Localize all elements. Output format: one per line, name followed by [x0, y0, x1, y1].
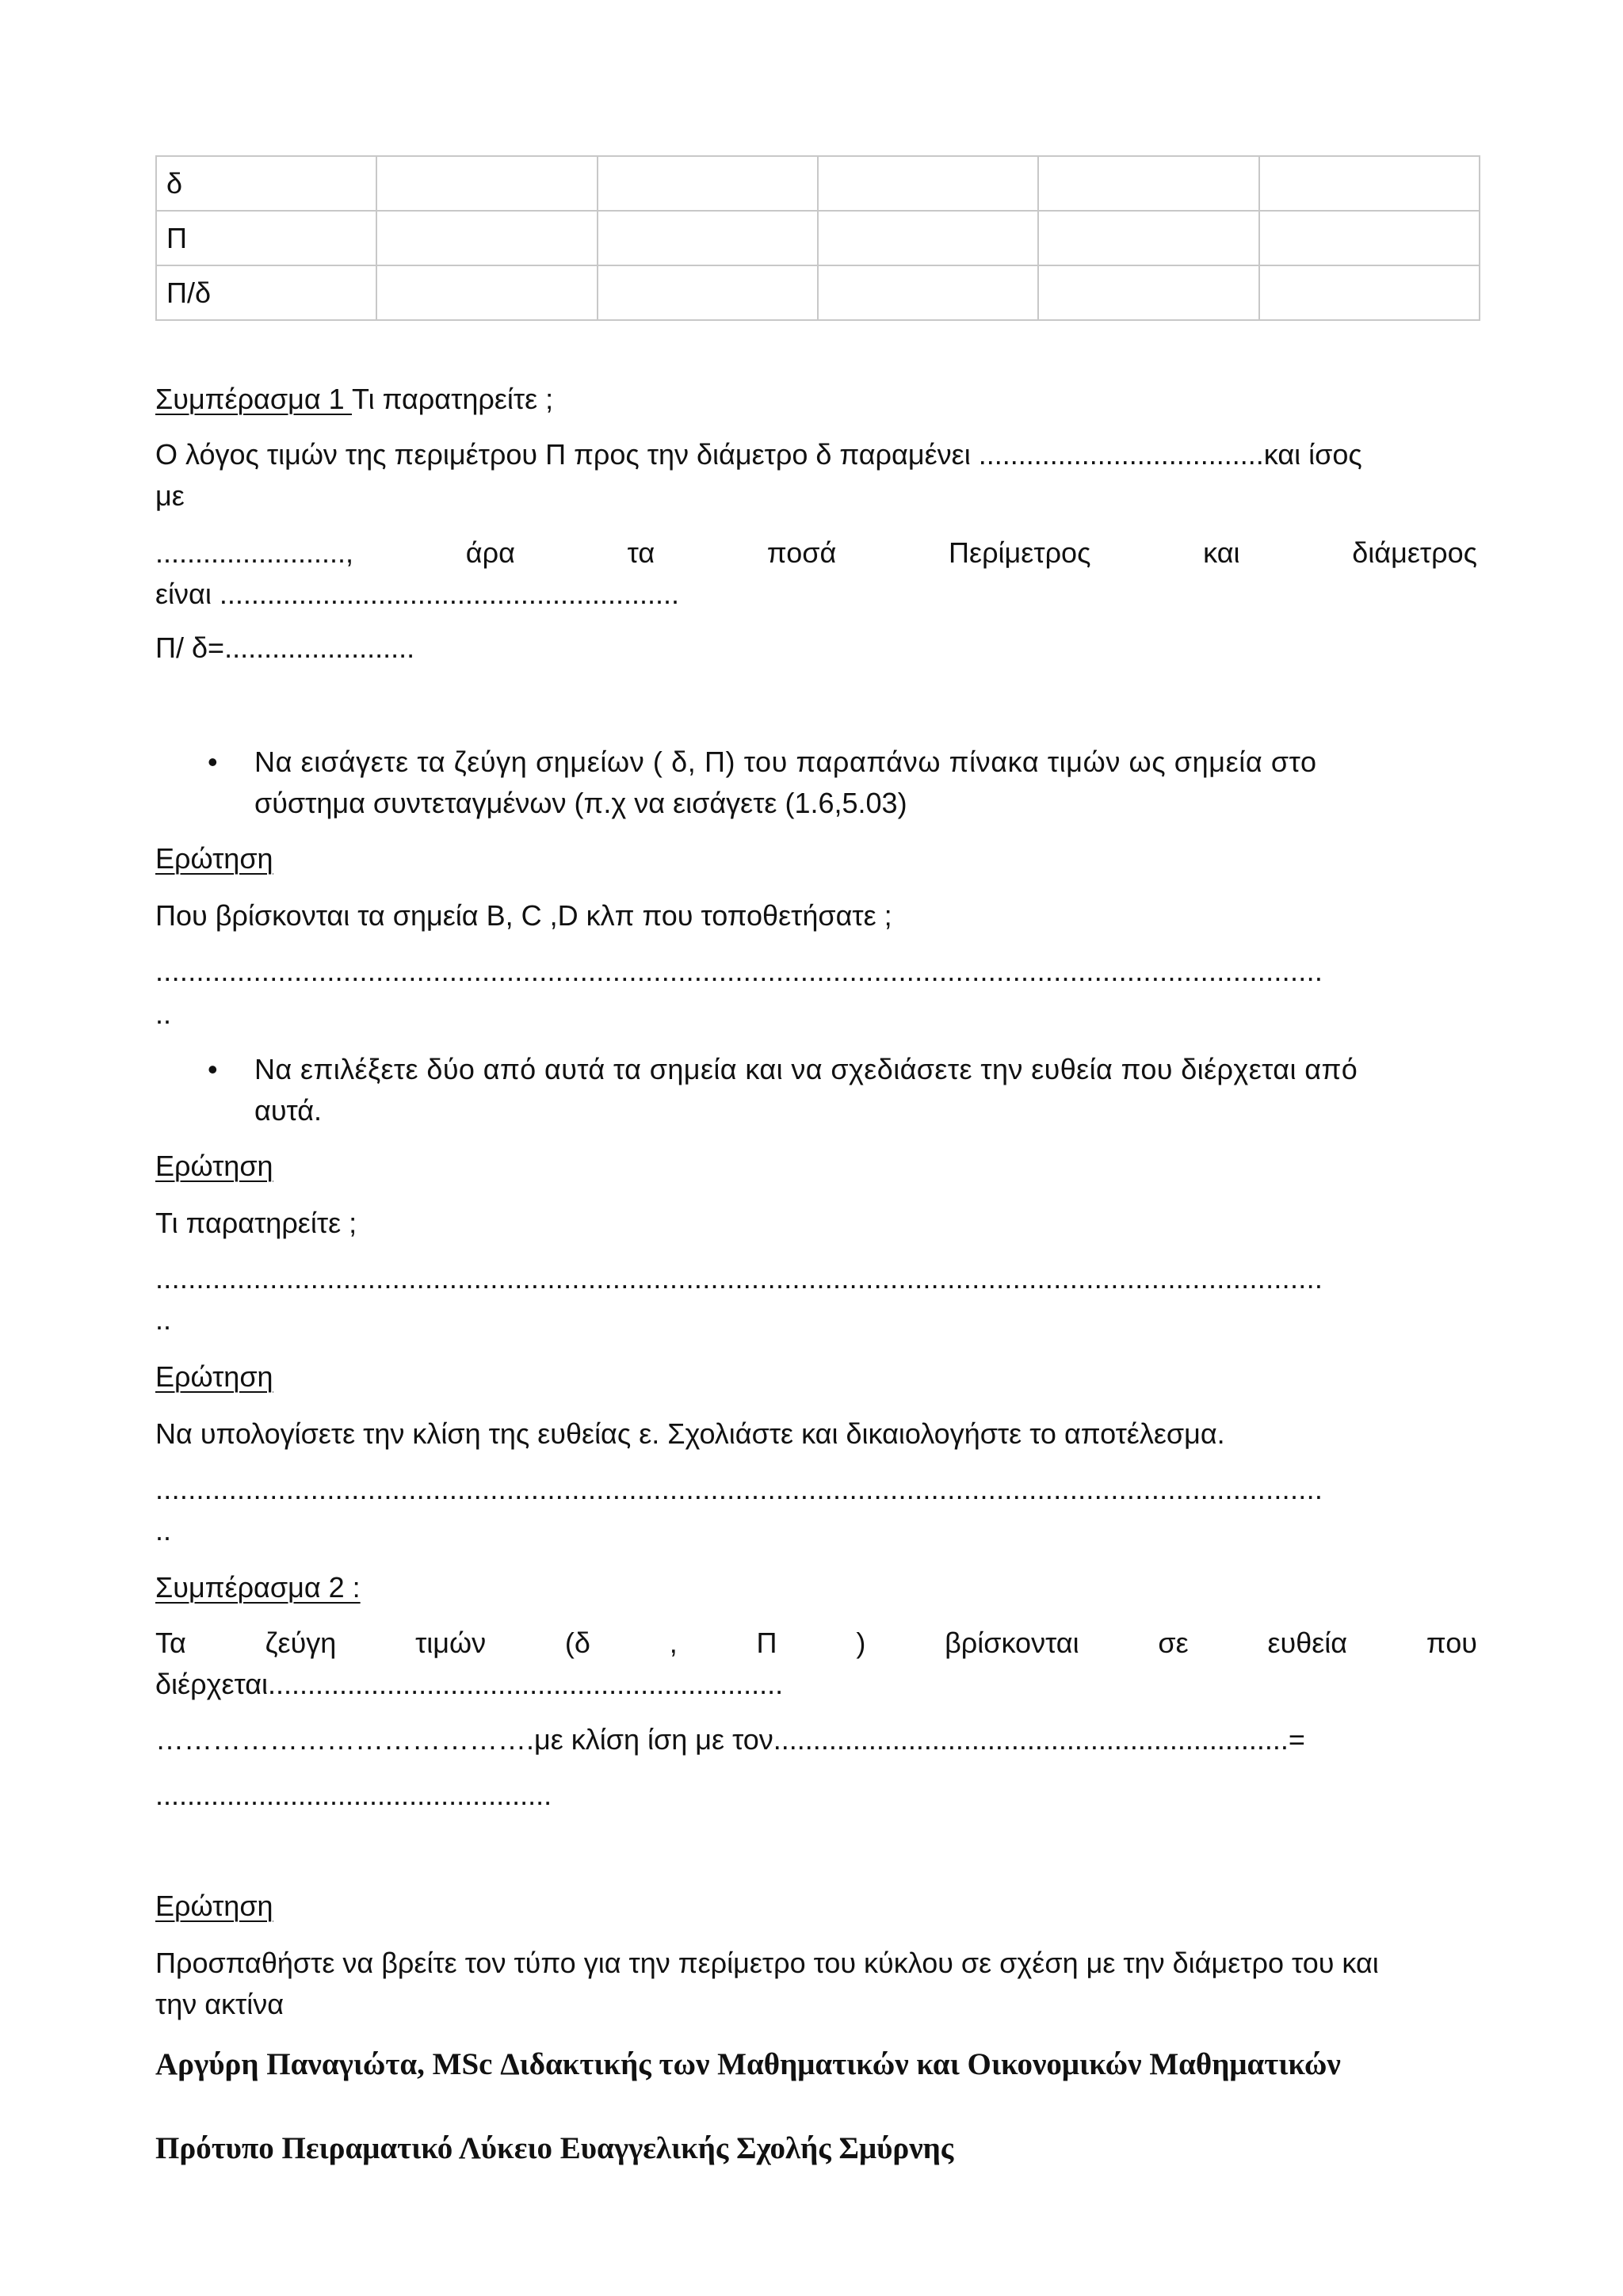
word: τιμών: [415, 1627, 487, 1659]
table-cell: [598, 156, 818, 211]
word: Π: [756, 1627, 777, 1659]
question-2-text: Τι παρατηρείτε ;: [155, 1207, 357, 1239]
table-cell: [818, 265, 1038, 320]
table-cell: [376, 156, 597, 211]
word: άρα: [465, 536, 515, 569]
word: ,: [669, 1627, 678, 1659]
table-row: [156, 211, 1480, 265]
word: που: [1426, 1627, 1477, 1659]
question-4-line-1: Προσπαθήστε να βρείτε τον τύπο για την περίμετρο του κύκλου σε σχέση με την διάμετρο του και: [155, 1947, 1379, 1979]
word: τα: [627, 536, 655, 569]
question-4-line-2: την ακτίνα: [155, 1988, 285, 2020]
bullet-icon: •: [208, 1053, 218, 1085]
row-label-perimeter: Π: [156, 211, 376, 265]
question-2-answer-dots: ...............................................................................................................................................: [155, 1262, 1323, 1295]
table-cell: [1038, 156, 1258, 211]
question-1-answer-dots: ...............................................................................................................................................: [155, 955, 1323, 987]
word: βρίσκονται: [945, 1627, 1079, 1659]
author-line: Αργύρη Παναγιώτα, MSc Διδακτικής των Μαθηματικών και Οικονομικών Μαθηματικών: [155, 2047, 1341, 2081]
word: ): [856, 1627, 866, 1659]
word: σε: [1158, 1627, 1189, 1659]
table-cell: [1038, 211, 1258, 265]
table-cell: [818, 156, 1038, 211]
question-3-answer-dots: ...............................................................................................................................................: [155, 1473, 1323, 1505]
question-3-answer-dots-2: ..: [155, 1514, 172, 1547]
table-row: [156, 265, 1480, 320]
word: και: [1203, 536, 1240, 569]
table-cell: [598, 211, 818, 265]
word: ........................,: [155, 536, 354, 569]
question-1-heading: Ερώτηση: [155, 842, 273, 875]
table-cell: [376, 211, 597, 265]
bullet-2-line-2: αυτά.: [254, 1094, 323, 1127]
bullet-1-line-2: σύστημα συντεταγμένων (π.χ να εισάγετε (1.6,5.03): [254, 787, 907, 819]
word: Τα: [155, 1627, 186, 1659]
conclusion-1-heading: Συμπέρασμα 1: [155, 383, 353, 415]
word: ζεύγη: [265, 1627, 337, 1659]
table-cell: [1259, 156, 1480, 211]
values-table: [155, 155, 1480, 321]
table-cell: [376, 265, 597, 320]
conclusion-1-line-3: [155, 532, 1477, 574]
question-3-text: Να υπολογίσετε την κλίση της ευθείας ε. Σχολιάστε και δικαιολογήστε το αποτέλεσμα.: [155, 1417, 1225, 1450]
conclusion-2-line-4: ..................................................: [155, 1779, 552, 1811]
row-label-diameter: δ: [156, 156, 376, 211]
table-cell: [818, 211, 1038, 265]
table-cell: [598, 265, 818, 320]
question-1-text: Που βρίσκονται τα σημεία B, C ,D κλπ που τοποθετήσατε ;: [155, 899, 892, 932]
table-cell: [1259, 211, 1480, 265]
conclusion-1-heading-line: [155, 379, 553, 420]
word: διάμετρος: [1352, 536, 1477, 569]
question-3-heading: Ερώτηση: [155, 1360, 273, 1393]
bullet-2-line-1: Να επιλέξετε δύο από αυτά τα σημεία και να σχεδιάσετε την ευθεία που διέρχεται από: [254, 1053, 1358, 1085]
conclusion-1-line-2: με: [155, 479, 185, 512]
bullet-1-line-1: [254, 742, 1480, 783]
question-2-answer-dots-2: ..: [155, 1303, 172, 1336]
bullet-icon: •: [208, 746, 218, 778]
conclusion-1-line-4: είναι ..........................................................: [155, 578, 679, 610]
table-cell: [1259, 265, 1480, 320]
row-label-ratio: Π/δ: [156, 265, 376, 320]
table-row: [156, 156, 1480, 211]
conclusion-2-line-1: [155, 1623, 1477, 1664]
conclusion-2-heading: Συμπέρασμα 2 :: [155, 1571, 361, 1604]
question-2-heading: Ερώτηση: [155, 1150, 273, 1182]
conclusion-1-line-5: Π/ δ=........................: [155, 631, 415, 664]
word: Περίμετρος: [949, 536, 1091, 569]
conclusion-1-line-1: Ο λόγος τιμών της περιμέτρου Π προς την διάμετρο δ παραμένει ....................................και ίσος: [155, 438, 1362, 471]
word: ευθεία: [1267, 1627, 1348, 1659]
word: ποσά: [766, 536, 837, 569]
word: (δ: [564, 1627, 590, 1659]
question-4-heading: Ερώτηση: [155, 1890, 273, 1922]
table-cell: [1038, 265, 1258, 320]
conclusion-1-question: Τι παρατηρείτε ;: [352, 383, 554, 415]
school-line: Πρότυπο Πειραματικό Λύκειο Ευαγγελικής Σχολής Σμύρνης: [155, 2131, 954, 2165]
question-1-answer-dots-2: ..: [155, 997, 172, 1030]
conclusion-2-line-2: διέρχεται.................................................................: [155, 1668, 784, 1700]
conclusion-2-line-3: ………………………………….με κλίση ίση με τον.................................................................=: [155, 1723, 1305, 1756]
bullet-1-text: Να εισάγετε τα ζεύγη σημείων ( δ, Π) του παραπάνω πίνακα τιμών ως σημεία στο: [254, 746, 1317, 778]
